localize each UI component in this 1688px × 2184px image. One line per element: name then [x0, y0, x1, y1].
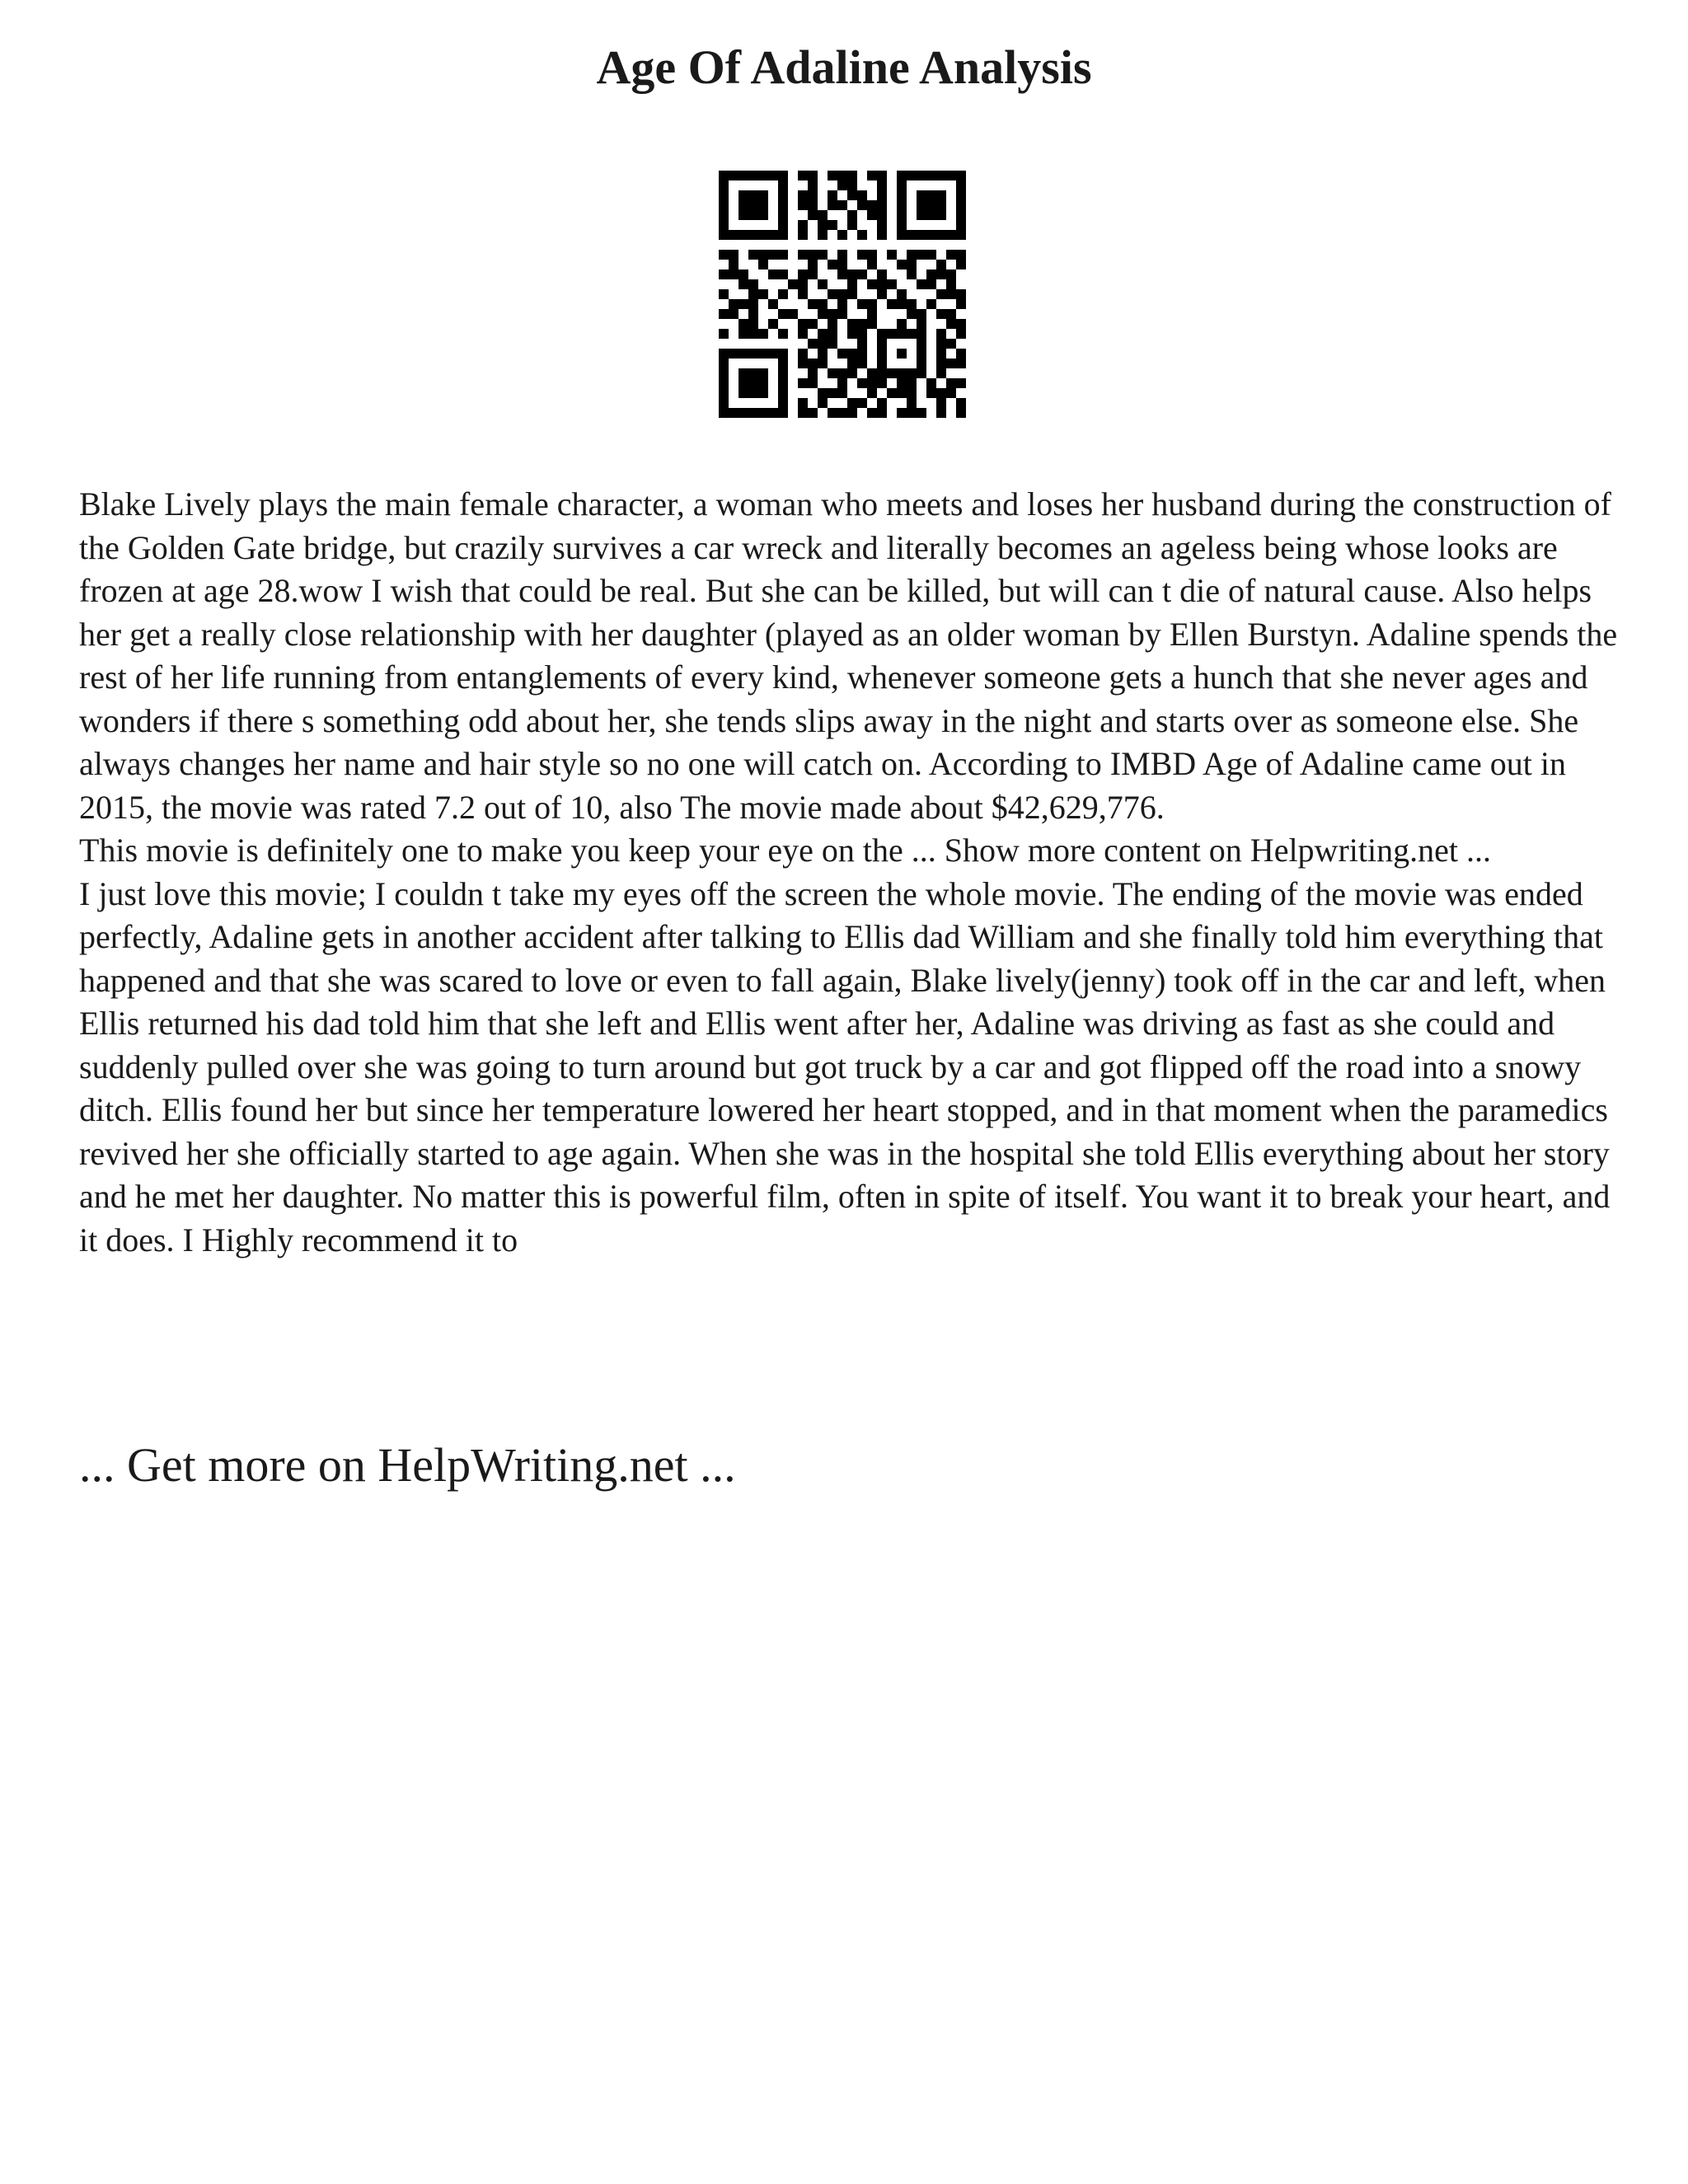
paragraph-review: I just love this movie; I couldn t take my eyes off the screen the whole movie. The ending of the movie was ended perfectly, Adaline gets in another accident after talking to Ellis dad William and she finally told him everything that happened and that she was scared to love or even to fall again, Blake lively(jenny) took off in the car and left, when Ellis returned his dad told him that she left and Ellis went after her, Adaline was driving as fast as she could and suddenly pulled over she was going to turn around but got truck by a car and got flipped off the road into a snowy ditch. Ellis found her but since her temperature lowered her heart stopped, and in that moment when the paramedics revived her she officially started to age again. When she was in the hospital she told Ellis everything about her story and he met her daughter. No matter this is powerful film, often in spite of itself. You want it to break your heart, and it does. I Highly recommend it to	[79, 874, 1611, 1258]
qr-code-icon	[719, 171, 966, 418]
article-body	[79, 483, 1622, 1262]
paragraph-show-more: This movie is definitely one to make you keep your eye on the ... Show more content on Helpwriting.net ...	[79, 832, 1491, 869]
page-title: Age Of Adaline Analysis	[596, 40, 1092, 94]
get-more-link[interactable]: ... Get more on HelpWriting.net ...	[79, 1438, 736, 1492]
paragraph-summary: Blake Lively plays the main female character, a woman who meets and loses her husband during the construction of the Golden Gate bridge, but crazily survives a car wreck and literally becomes an ageless being whose looks are frozen at age 28.wow I wish that could be real. But she can be killed, but will can t die of natural cause. Also helps her get a really close relationship with her daughter (played as an older woman by Ellen Burstyn. Adaline spends the rest of her life running from entanglements of every kind, whenever someone gets a hunch that she never ages and wonders if there s something odd about her, she tends slips away in the night and starts over as someone else. She always changes her name and hair style so no one will catch on. According to IMBD Age of Adaline came out in 2015, the movie was rated 7.2 out of 10, also The movie made about $42,629,776.	[79, 485, 1618, 826]
